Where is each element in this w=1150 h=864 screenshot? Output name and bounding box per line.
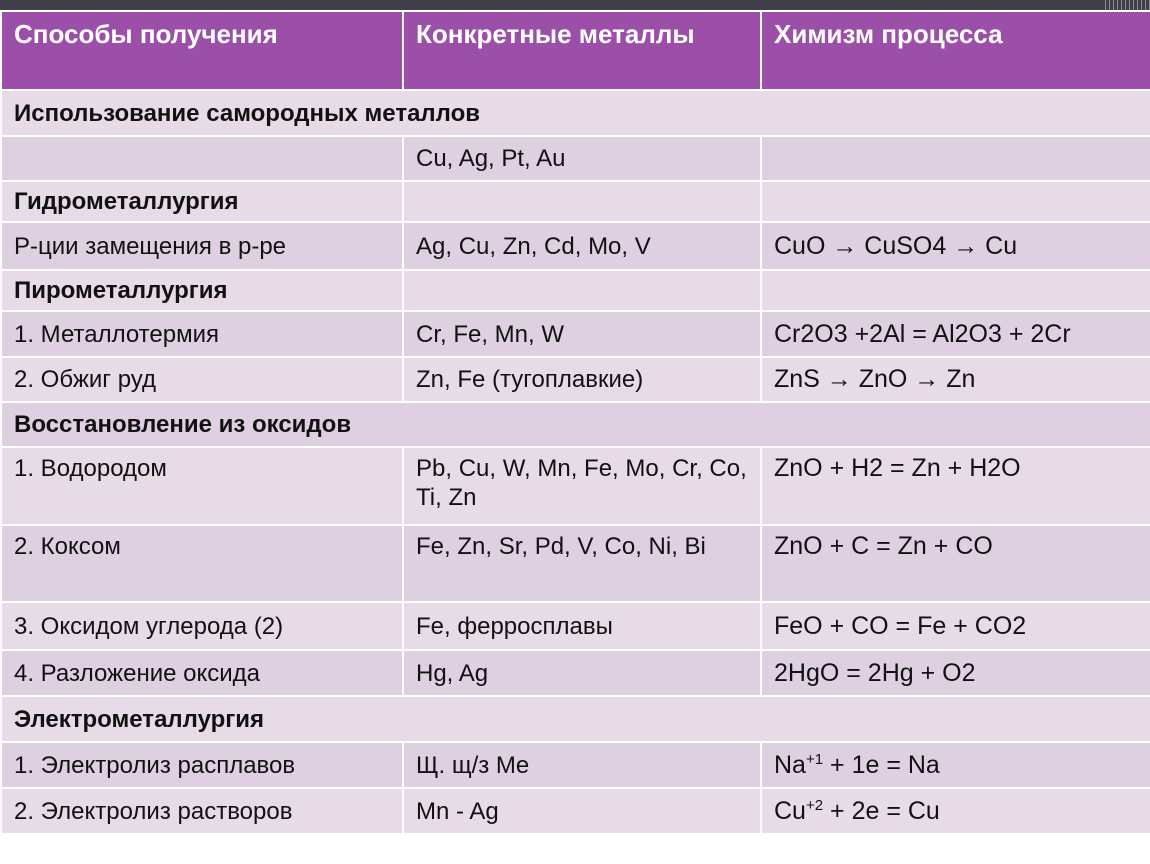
metals-cell: Pb, Cu, W, Mn, Fe, Mo, Cr, Co, Ti, Zn xyxy=(403,447,761,525)
header-process: Химизм процесса xyxy=(761,11,1150,90)
metals-cell: Cu, Ag, Pt, Au xyxy=(403,136,761,181)
table-row xyxy=(1,742,1150,788)
metals-cell xyxy=(403,270,761,311)
method-cell: 2. Электролиз растворов xyxy=(1,788,403,834)
metals-cell: Ag, Cu, Zn, Cd, Mo, V xyxy=(403,222,761,270)
ion-symbol: Cu xyxy=(774,796,806,825)
table-row xyxy=(1,788,1150,834)
method-cell: 2. Обжиг руд xyxy=(1,357,403,402)
process-cell xyxy=(761,742,1150,788)
table-row xyxy=(1,136,1150,181)
section-title: Электрометаллургия xyxy=(1,696,1150,742)
metals-cell: Fe, Zn, Sr, Pd, V, Co, Ni, Bi xyxy=(403,525,761,602)
process-cell: 2HgO = 2Hg + O2 xyxy=(761,650,1150,696)
process-cell: CuO → CuSO4 → Cu xyxy=(761,222,1150,270)
metals-cell xyxy=(403,181,761,222)
table-row xyxy=(1,90,1150,136)
metals-cell: Щ. щ/з Me xyxy=(403,742,761,788)
metals-production-table xyxy=(0,10,1150,835)
table-row xyxy=(1,222,1150,270)
process-cell xyxy=(761,136,1150,181)
equation-rest: + 2e = Cu xyxy=(823,796,940,825)
table-row xyxy=(1,696,1150,742)
header-metals: Конкретные металлы xyxy=(403,11,761,90)
process-cell xyxy=(761,270,1150,311)
table-header-row xyxy=(1,11,1150,90)
method-cell: 2. Коксом xyxy=(1,525,403,602)
method-cell: 3. Оксидом углерода (2) xyxy=(1,602,403,650)
top-bar xyxy=(0,0,1150,10)
process-cell: ZnS → ZnO → Zn xyxy=(761,357,1150,402)
method-cell: 1. Металлотермия xyxy=(1,311,403,357)
process-cell: FeO + CO = Fe + CO2 xyxy=(761,602,1150,650)
process-cell: ZnO + C = Zn + CO xyxy=(761,525,1150,602)
process-cell: Cr2O3 +2Al = Al2O3 + 2Cr xyxy=(761,311,1150,357)
ion-symbol: Na xyxy=(774,750,806,779)
section-title: Использование самородных металлов xyxy=(1,90,1150,136)
section-title: Гидрометаллургия xyxy=(1,181,403,222)
section-title: Восстановление из оксидов xyxy=(1,402,1150,447)
table-row xyxy=(1,181,1150,222)
method-cell: 1. Электролиз расплавов xyxy=(1,742,403,788)
ion-charge: +1 xyxy=(805,750,824,768)
metals-cell: Zn, Fe (тугоплавкие) xyxy=(403,357,761,402)
metals-cell: Fe, ферросплавы xyxy=(403,602,761,650)
table-row xyxy=(1,357,1150,402)
table-row xyxy=(1,270,1150,311)
process-cell xyxy=(761,788,1150,834)
process-cell: ZnO + H2 = Zn + H2O xyxy=(761,447,1150,525)
metals-cell: Hg, Ag xyxy=(403,650,761,696)
section-title: Пирометаллургия xyxy=(1,270,403,311)
method-cell: Р-ции замещения в р-ре xyxy=(1,222,403,270)
table-row xyxy=(1,602,1150,650)
table-row xyxy=(1,402,1150,447)
top-bar-decoration xyxy=(1102,0,1150,10)
equation-rest: + 1e = Na xyxy=(823,750,940,779)
method-cell: 4. Разложение оксида xyxy=(1,650,403,696)
metals-cell: Mn - Ag xyxy=(403,788,761,834)
header-methods: Способы получения xyxy=(1,11,403,90)
table-row xyxy=(1,650,1150,696)
table-row xyxy=(1,311,1150,357)
metals-cell: Cr, Fe, Mn, W xyxy=(403,311,761,357)
method-cell: 1. Водородом xyxy=(1,447,403,525)
method-cell xyxy=(1,136,403,181)
ion-charge: +2 xyxy=(805,796,824,814)
table-row xyxy=(1,525,1150,602)
table-row xyxy=(1,447,1150,525)
process-cell xyxy=(761,181,1150,222)
